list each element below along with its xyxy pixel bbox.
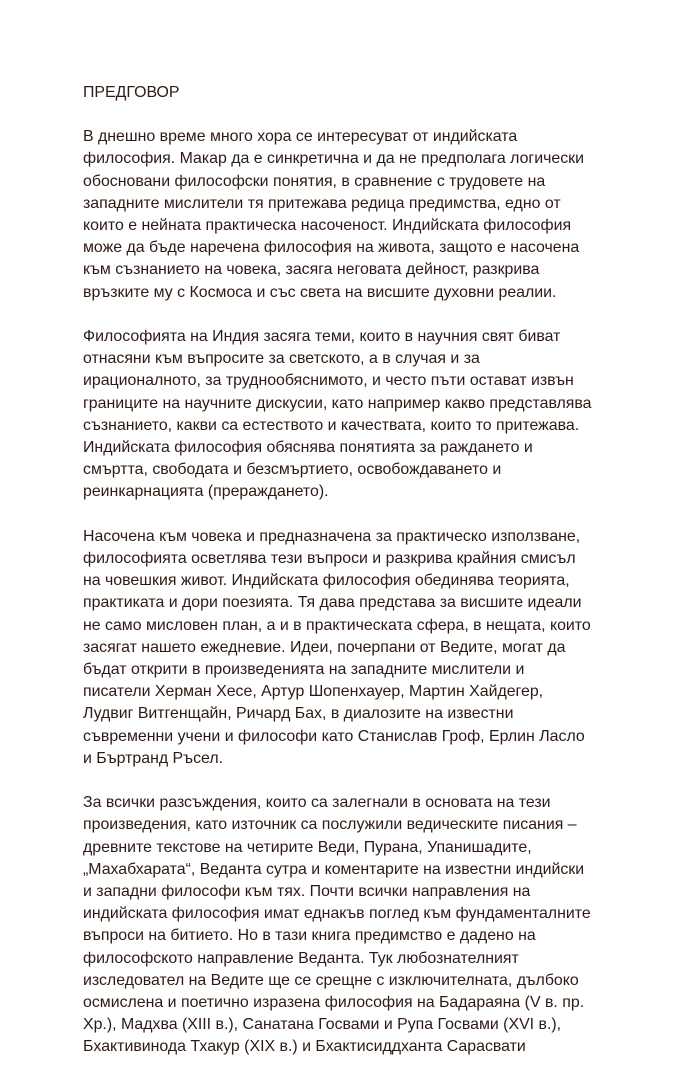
text-line: Хр.), Мадхва (XIII в.), Санатана Госвами и Рупа Госвами (XVI в.), — [83, 1016, 562, 1034]
text-line: ирационалното, за труднообяснимото, и често пъти остават извън — [83, 372, 574, 390]
text-line: съзнанието, какви са естеството и качествата, които то притежава. — [83, 416, 580, 434]
text-line: границите на научните дискусии, като например какво представлява — [83, 394, 592, 412]
text-line: реинкарнацията (прераждането). — [83, 483, 329, 501]
text-line: изследовател на Ведите ще се срещне с изключителната, дълбоко — [83, 971, 579, 989]
page-title: ПРЕДГОВОР — [83, 84, 180, 101]
paragraph — [83, 326, 663, 504]
text-line: Философията на Индия засяга теми, които в научния свят биват — [83, 328, 561, 346]
text-line: произведения, като източник са послужили ведическите писания – — [83, 816, 577, 834]
text-line: които е нейната практическа насоченост. Индийската философия — [83, 217, 572, 235]
paragraph — [83, 126, 663, 304]
paragraph — [83, 526, 663, 770]
text-line: отнасяни към въпросите за светското, а в случая и за — [83, 350, 480, 368]
text-line: на човешкия живот. Индийската философия обединява теорията, — [83, 572, 570, 590]
text-line: философията осветлява тези въпроси и разкрива крайния смисъл — [83, 550, 576, 568]
paragraph — [83, 792, 663, 1058]
text-line: В днешно време много хора се интересуват от индийската — [83, 128, 518, 146]
text-line: съвременни учени и философи като Станислав Гроф, Ерлин Ласло — [83, 727, 585, 745]
text-line: практиката и дори поезията. Тя дава представа за висшите идеали — [83, 594, 582, 612]
text-line: бъдат открити в произведенията на западните мислители и — [83, 661, 525, 679]
text-line: Индийската философия обяснява понятията за раждането и — [83, 439, 533, 457]
text-line: може да бъде наречена философия на живота, защото е насочена — [83, 239, 580, 257]
text-line: осмислена и поетично изразена философия на Бадараяна (V в. пр. — [83, 994, 585, 1012]
text-line: засягат нашето ежедневие. Идеи, почерпани от Ведите, могат да — [83, 638, 566, 656]
text-line: За всички разсъждения, които са залегнали в основата на тези — [83, 794, 551, 812]
text-line: и западни философи към тях. Почти всички направления на — [83, 883, 531, 901]
text-line: „Махабхарата“, Веданта сутра и коментарите на известни индийски — [83, 860, 585, 878]
text-line: обосновани философски понятия, в сравнение с трудовете на — [83, 172, 546, 190]
text-line: философия. Макар да е синкретична и да не предполага логически — [83, 150, 584, 168]
text-line: връзките му с Космоса и със света на висшите духовни реалии. — [83, 283, 557, 301]
text-line: западните мислители тя притежава редица предимства, едно от — [83, 194, 561, 212]
document-body — [83, 82, 663, 1081]
text-line: писатели Херман Хесе, Артур Шопенхауер, Мартин Хайдегер, — [83, 683, 544, 701]
text-line: и Бъртранд Ръсел. — [83, 749, 224, 767]
text-line: индийската философия имат еднакъв поглед към фундаменталните — [83, 905, 591, 923]
text-line: към съзнанието на човека, засяга неговата дейност, разкрива — [83, 261, 540, 279]
paragraph-list — [83, 126, 663, 1058]
text-line: философското направление Веданта. Тук любознателният — [83, 949, 519, 967]
text-line: Насочена към човека и предназначена за практическо използване, — [83, 527, 581, 545]
text-line: Бхактивинода Тхакур (XIX в.) и Бхактисиддханта Сарасвати — [83, 1038, 526, 1056]
text-line: Лудвиг Витгенщайн, Ричард Бах, в диалозите на известни — [83, 705, 514, 723]
text-line: древните текстове на четирите Веди, Пурана, Упанишадите, — [83, 838, 532, 856]
text-line: смъртта, свободата и безсмъртието, освобождаването и — [83, 461, 502, 479]
text-line: въпроси на битието. Но в тази книга предимство е дадено на — [83, 927, 536, 945]
text-line: не само мисловен план, а и в практическата сфера, в нещата, които — [83, 616, 591, 634]
